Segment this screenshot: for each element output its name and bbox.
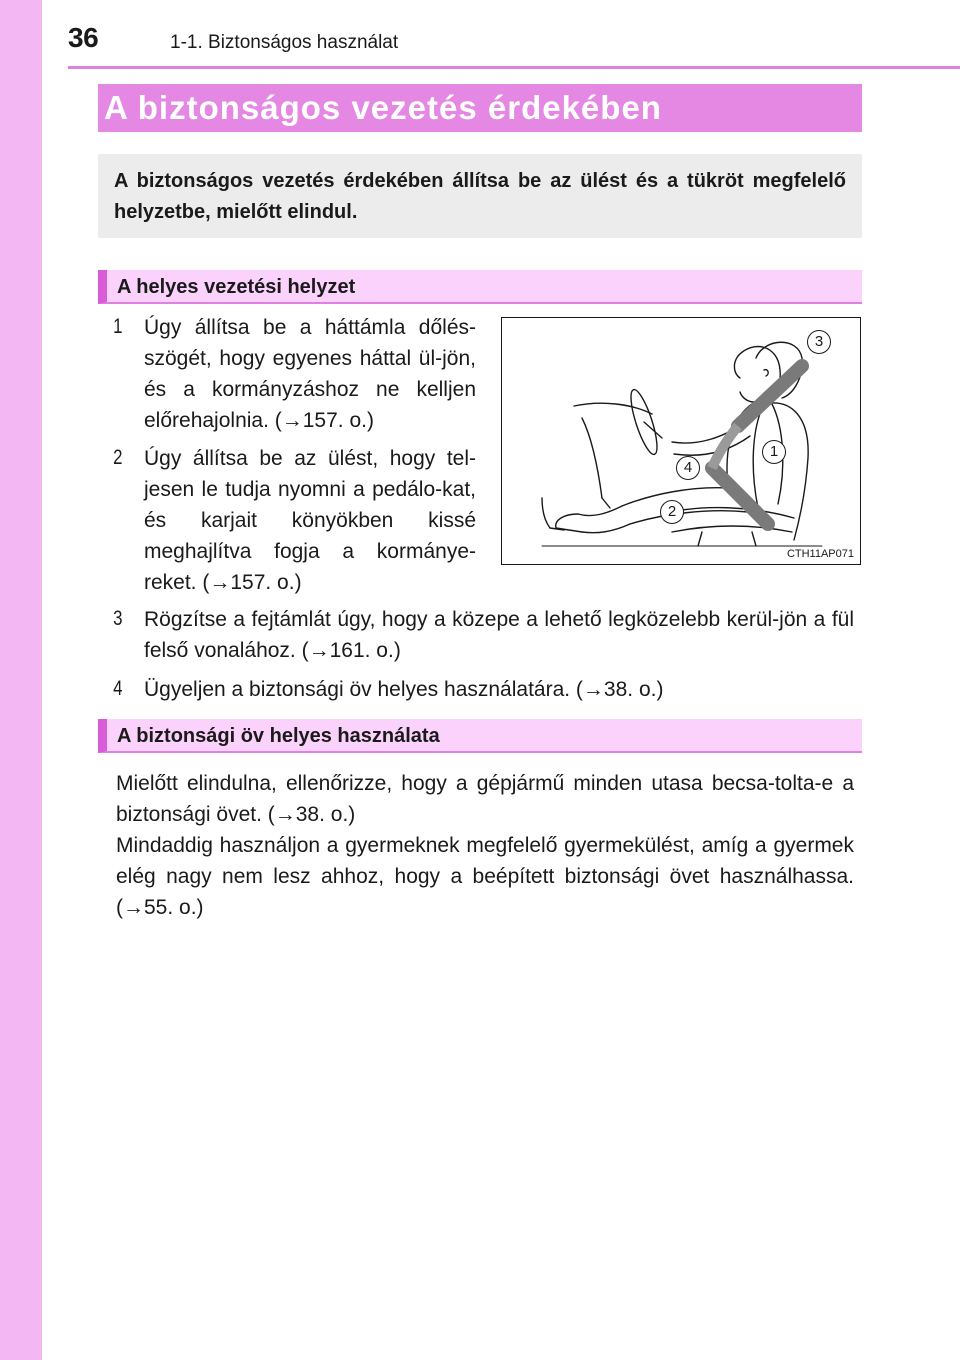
item-text-2: Úgy állítsa be az ülést, hogy tel-jesen le tudja nyomni a pedálo-kat, és karjait könyökben kissé meghajlítva fogja a kormánye-reket. (→157. o.) [144, 447, 476, 594]
item-number-2: 2 [113, 446, 123, 469]
seat-belt-paragraph-2: Mindaddig használjon a gyermeknek megfelelő gyermekülést, amíg a gyermek elég nagy nem lesz ahhoz, hogy a beépített biztonsági övet használhassa. (→55. o.) [116, 834, 854, 919]
callout-3: 3 [807, 330, 831, 354]
header-rule [68, 66, 960, 69]
callout-2: 2 [660, 500, 684, 524]
seat-belt-paragraph-1: Mielőtt elindulna, ellenőrizze, hogy a gépjármű minden utasa becsa-tolta-e a biztonsági övet. (→38. o.) [116, 772, 854, 826]
callout-4: 4 [676, 456, 700, 480]
chapter-title: 1-1. Biztonságos használat [170, 32, 399, 53]
item-text-3: Rögzítse a fejtámlát úgy, hogy a közepe a lehető legközelebb kerül-jön a fül felső vonalához. (→161. o.) [144, 608, 854, 662]
left-margin-strip [0, 0, 42, 1360]
driver-illustration [502, 318, 859, 563]
figure-code: CTH11AP071 [786, 548, 854, 560]
page-number: 36 [68, 22, 99, 53]
section-heading-seat-belt: A biztonsági öv helyes használata [98, 719, 862, 753]
item-number-4: 4 [113, 677, 123, 700]
intro-box: A biztonságos vezetés érdekében állítsa be az ülést és a tükröt megfelelő helyzetbe, mielőtt elindul. [98, 154, 862, 238]
item-number-1: 1 [113, 315, 123, 338]
item-text-4: Ügyeljen a biztonsági öv helyes használatára. (→38. o.) [144, 678, 664, 701]
item-number-3: 3 [113, 607, 123, 630]
driving-position-figure [501, 317, 861, 565]
page-title: A biztonságos vezetés érdekében [98, 84, 862, 132]
item-text-1: Úgy állítsa be a háttámla dőlés-szögét, hogy egyenes háttal ül-jön, és a kormányzáshoz ne kelljen előrehajolnia. (→157. o.) [144, 316, 476, 432]
section-heading-driving-position: A helyes vezetési helyzet [98, 270, 862, 304]
callout-1: 1 [762, 440, 786, 464]
